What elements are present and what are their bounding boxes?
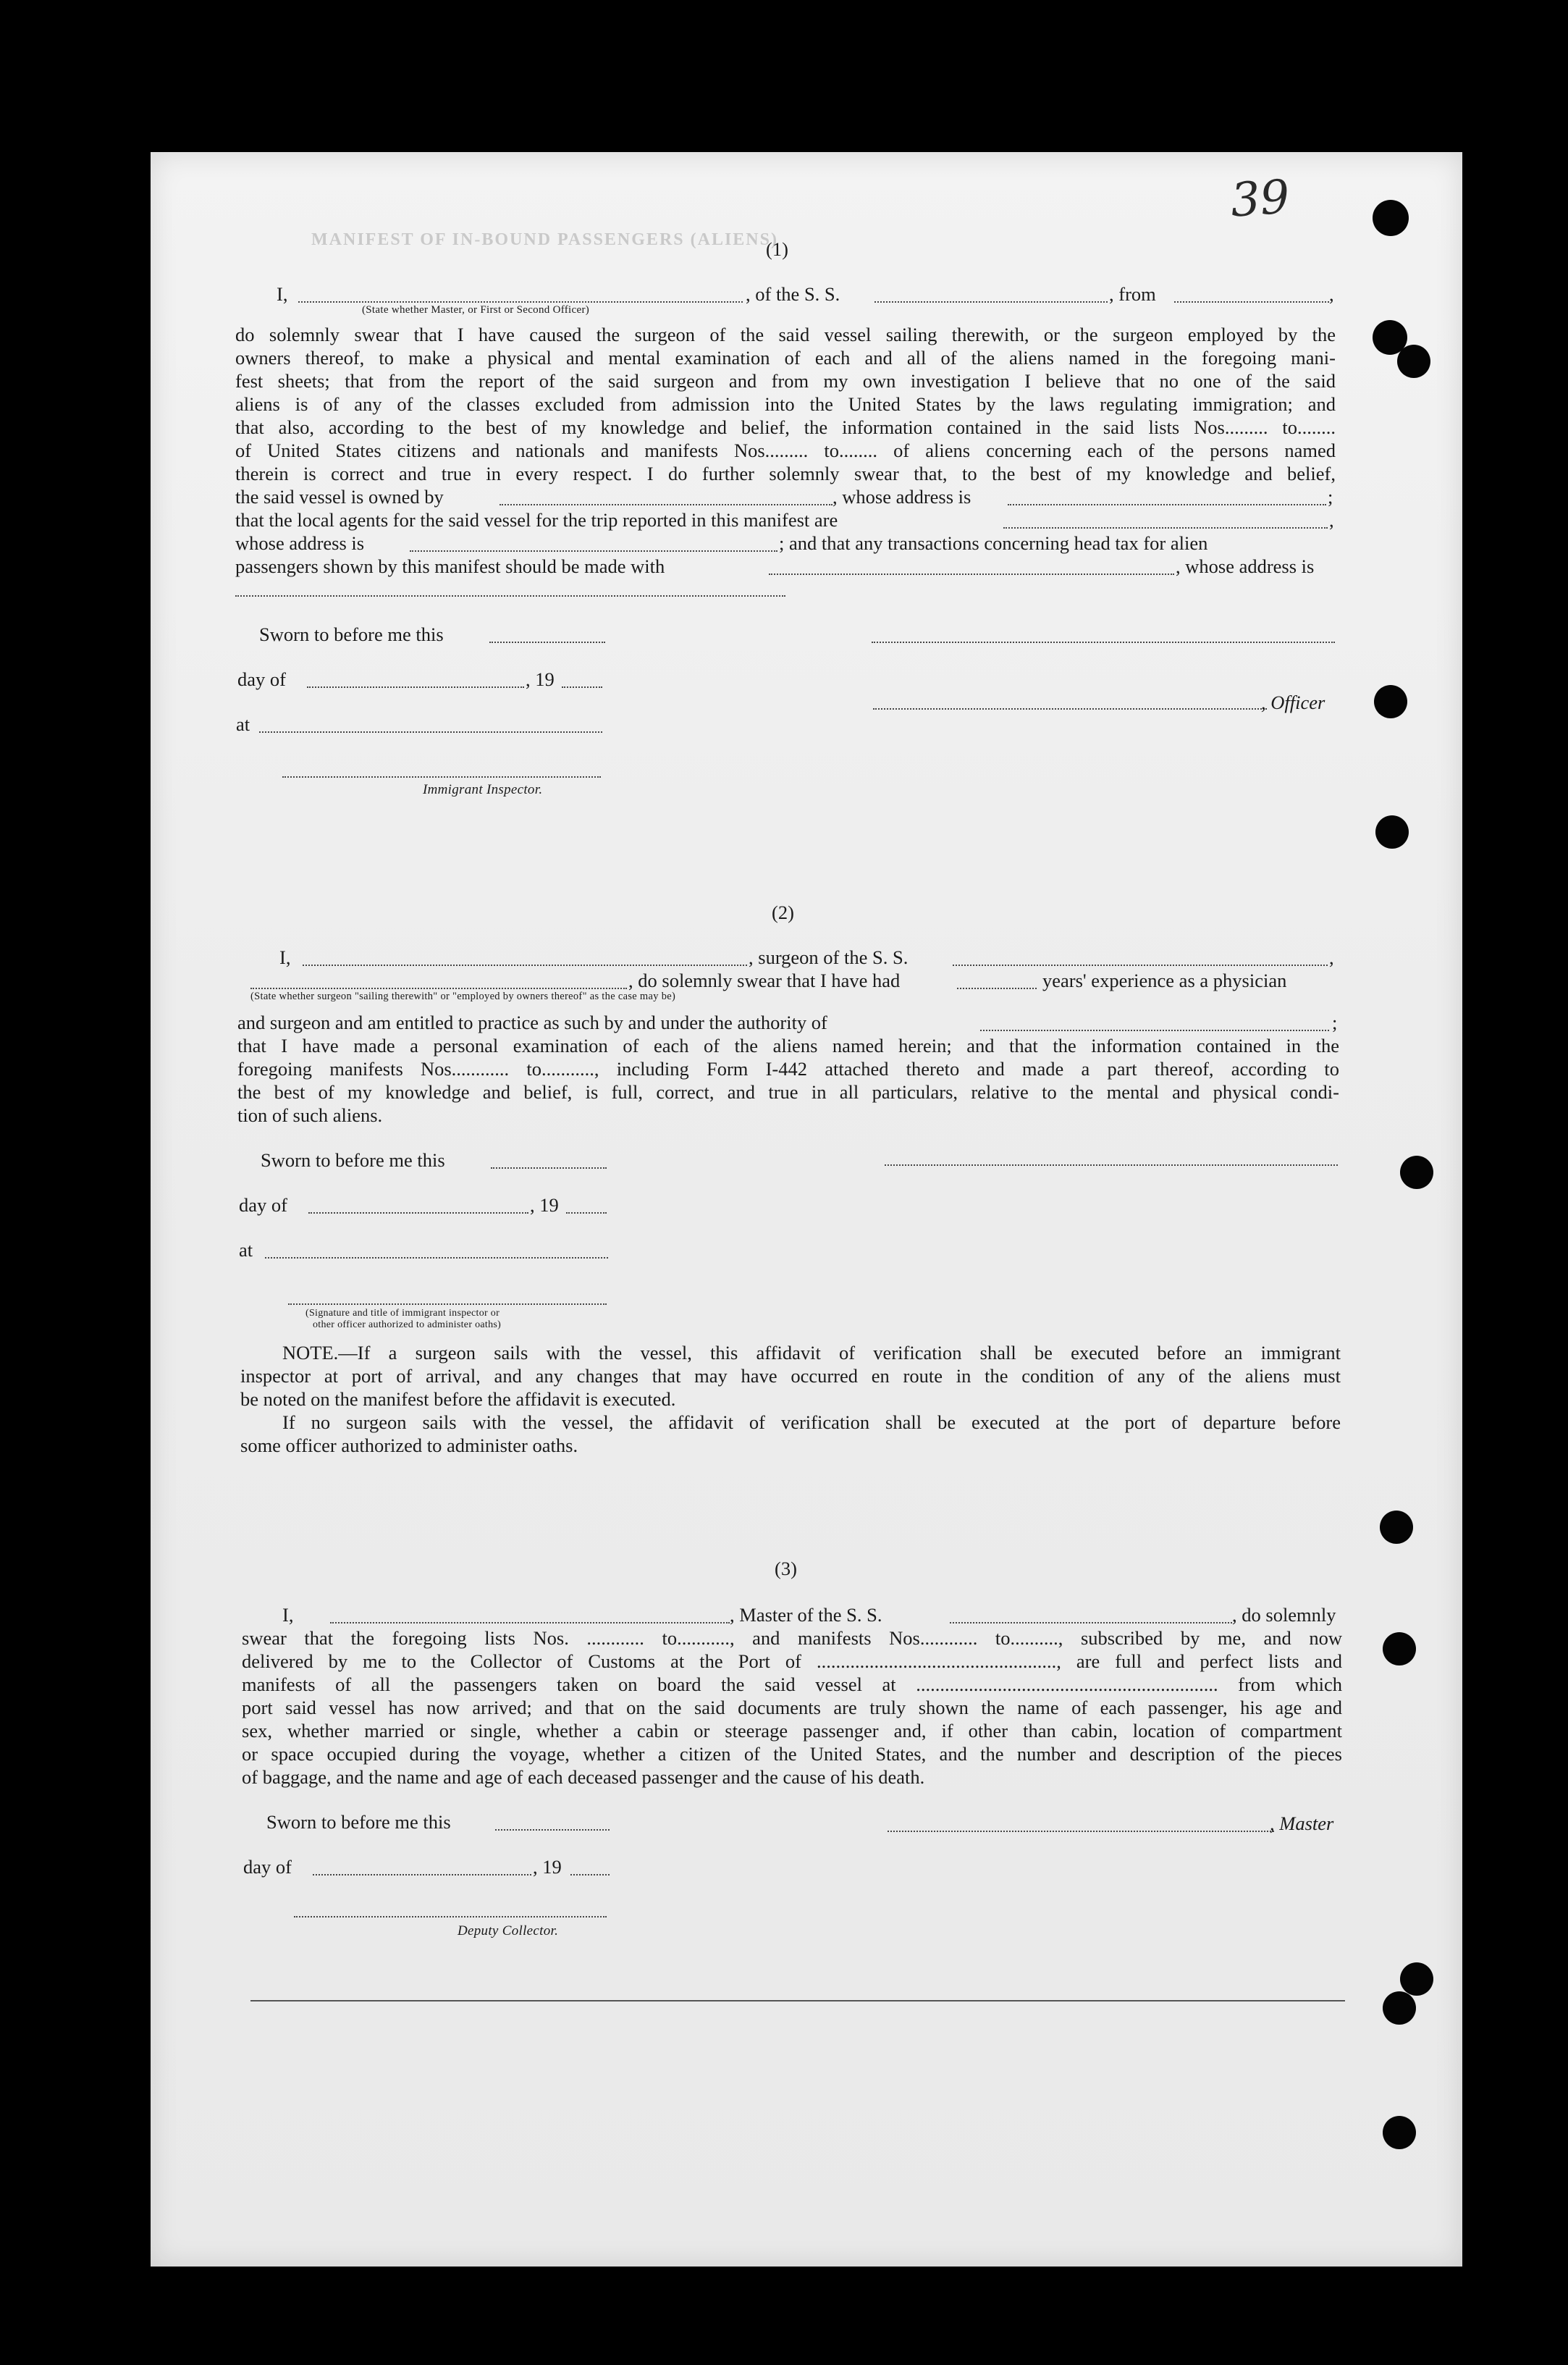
punch-hole bbox=[1383, 1991, 1416, 2025]
s1-from: , from bbox=[1109, 283, 1156, 305]
s1-sworn: Sworn to before me this bbox=[259, 623, 444, 645]
s1-line-1: owners thereof, to make a physical and mental examination of each and all of the aliens named in the foregoing mani- bbox=[235, 347, 1336, 369]
s2-note2-line: If no surgeon sails with the vessel, the affidavit of verification shall be executed at the port of departure before bbox=[282, 1411, 1341, 1433]
s2-years-field bbox=[957, 988, 1037, 989]
s2-vessel-field bbox=[953, 965, 1328, 966]
s3-line-5: or space occupied during the voyage, whether a citizen of the United States, and the number and description of the pieces bbox=[242, 1743, 1342, 1765]
s3-i: I, bbox=[282, 1604, 294, 1626]
punch-hole bbox=[1397, 345, 1430, 378]
punch-hole bbox=[1373, 200, 1409, 236]
s3-master-name-field bbox=[330, 1622, 730, 1623]
s1-inspector-label: Immigrant Inspector. bbox=[423, 782, 543, 797]
punch-hole bbox=[1380, 1511, 1413, 1544]
s3-sworn: Sworn to before me this bbox=[266, 1811, 451, 1833]
s3-year-field bbox=[570, 1874, 610, 1875]
s1-officer-label: , Officer bbox=[1261, 692, 1325, 713]
s2-signature-field bbox=[885, 1164, 1338, 1166]
s3-day-field bbox=[313, 1874, 531, 1875]
s1-officer-field bbox=[873, 708, 1267, 710]
punch-hole bbox=[1400, 1156, 1433, 1189]
s1-line-3: aliens is of any of the classes excluded from admission into the United States by the laws regulating immigration; and bbox=[235, 393, 1336, 415]
s2-year-field bbox=[566, 1212, 607, 1214]
s2-line-2: the best of my knowledge and belief, is full, correct, and true in all particulars, relative to the mental and physical condi- bbox=[237, 1081, 1339, 1103]
s2-surgeon-name-field bbox=[303, 965, 747, 966]
s1-vessel-field bbox=[874, 301, 1108, 303]
s3-do-solemnly: , do solemnly bbox=[1232, 1604, 1336, 1626]
s3-collector-label: Deputy Collector. bbox=[458, 1923, 559, 1938]
s2-at-field bbox=[265, 1257, 608, 1259]
s1-head-tax: ; and that any transactions concerning head tax for alien bbox=[779, 532, 1208, 554]
s2-inspector-field bbox=[288, 1303, 607, 1305]
s1-day-field bbox=[307, 686, 524, 688]
s2-semicolon: ; bbox=[1332, 1012, 1338, 1033]
s2-note-line-0: NOTE.—If a surgeon sails with the vessel, this affidavit of verification shall be executed before an immigrant bbox=[282, 1342, 1341, 1364]
s2-i: I, bbox=[279, 946, 291, 968]
s2-sig-note-1: (Signature and title of immigrant inspector or bbox=[305, 1308, 500, 1319]
s1-comma: , bbox=[1329, 283, 1334, 305]
s1-final-address-field bbox=[235, 595, 785, 597]
s2-day-of: day of bbox=[239, 1194, 287, 1216]
s1-rank-note: (State whether Master, or First or Second Officer) bbox=[362, 304, 590, 316]
s1-head-tax-field bbox=[769, 574, 1174, 575]
s1-i: I, bbox=[277, 283, 288, 305]
s2-day-field bbox=[308, 1212, 528, 1214]
s1-agents-address-field bbox=[410, 550, 777, 552]
s2-sworn: Sworn to before me this bbox=[261, 1149, 445, 1171]
s1-comma-2: , bbox=[1329, 509, 1334, 531]
s2-sworn-field bbox=[491, 1167, 607, 1169]
s3-day-of: day of bbox=[243, 1856, 292, 1878]
s1-at: at bbox=[236, 713, 250, 735]
s2-at: at bbox=[239, 1239, 253, 1261]
s1-semicolon: ; bbox=[1328, 486, 1333, 508]
s2-status-note: (State whether surgeon "sailing therewith" or "employed by owners thereof" as the case may be) bbox=[250, 991, 676, 1002]
s3-master-signature-field bbox=[888, 1831, 1274, 1832]
s1-owned-by: the said vessel is owned by bbox=[235, 486, 444, 508]
s2-surgeon-of: , surgeon of the S. S. bbox=[749, 946, 909, 968]
s1-whose-address: , whose address is bbox=[833, 486, 971, 508]
s3-line-3: port said vessel has now arrived; and that on the said documents are truly shown the name of each passenger, his age and bbox=[242, 1697, 1342, 1718]
page-number: 39 bbox=[1228, 170, 1291, 228]
s2-last-line: tion of such aliens. bbox=[237, 1104, 383, 1126]
section-2-number: (2) bbox=[772, 902, 794, 923]
s3-line-1: delivered by me to the Collector of Customs at the Port of .................................................., are full and perfect lists and bbox=[242, 1650, 1342, 1672]
s2-sig-note-2: other officer authorized to administer oaths) bbox=[313, 1319, 502, 1330]
s3-line-2: manifests of all the passengers taken on board the said vessel at ............................................................... from which bbox=[242, 1673, 1342, 1695]
s3-last-line: of baggage, and the name and age of each deceased passenger and the cause of his death. bbox=[242, 1766, 925, 1788]
s3-sworn-field bbox=[495, 1829, 610, 1831]
s1-line-5: of United States citizens and nationals and manifests Nos......... to........ of aliens concerning each of the persons named bbox=[235, 440, 1336, 461]
section-1-number: (1) bbox=[766, 238, 788, 260]
s1-sworn-field bbox=[489, 642, 605, 643]
s3-year: , 19 bbox=[533, 1856, 562, 1878]
s3-vessel-field bbox=[950, 1622, 1232, 1623]
s1-agents-field bbox=[1003, 527, 1328, 529]
s1-line-4: that also, according to the best of my knowledge and belief, the information contained in the said lists Nos......... to........ bbox=[235, 416, 1336, 438]
s2-authority-field bbox=[980, 1030, 1329, 1031]
s2-years: years' experience as a physician bbox=[1042, 970, 1287, 991]
s3-collector-field bbox=[294, 1916, 607, 1917]
s2-line-0: that I have made a personal examination of each of the aliens named herein; and that the information contained in the bbox=[237, 1035, 1339, 1057]
s2-line-1: foregoing manifests Nos............ to..........., including Form I-442 attached thereto and made a part thereof, according to bbox=[237, 1058, 1339, 1080]
bottom-rule bbox=[250, 2000, 1345, 2001]
s1-rank-field bbox=[298, 301, 743, 303]
s3-line-4: sex, whether married or single, whether a cabin or steerage passenger and, if other than cabin, location of compartment bbox=[242, 1720, 1342, 1742]
s1-year: , 19 bbox=[526, 668, 555, 690]
s1-inspector-field bbox=[282, 776, 601, 778]
s3-master-label: , Master bbox=[1270, 1812, 1334, 1834]
punch-hole bbox=[1383, 2116, 1416, 2149]
s2-note-line-1: inspector at port of arrival, and any changes that may have occurred en route in the condition of any of the aliens must bbox=[240, 1365, 1341, 1387]
s2-year: , 19 bbox=[530, 1194, 559, 1216]
s1-owner-address-field bbox=[1008, 504, 1326, 505]
punch-hole bbox=[1400, 1962, 1433, 1996]
punch-hole bbox=[1375, 815, 1409, 849]
s1-line-6: therein is correct and true in every respect. I do further solemnly swear that, to the best of my knowledge and belief, bbox=[235, 463, 1336, 484]
s1-whose-address-is: whose address is bbox=[235, 532, 365, 554]
punch-hole bbox=[1374, 685, 1407, 718]
s1-owner-field bbox=[500, 504, 833, 505]
s2-authority: and surgeon and am entitled to practice as such by and under the authority of bbox=[237, 1012, 827, 1033]
s2-note2-last: some officer authorized to administer oaths. bbox=[240, 1434, 578, 1456]
s1-line-0: do solemnly swear that I have caused the surgeon of the said vessel sailing therewith, or the surgeon employed by the bbox=[235, 324, 1336, 345]
s1-local-agents: that the local agents for the said vessel for the trip reported in this manifest are bbox=[235, 509, 838, 531]
s2-note-last: be noted on the manifest before the affidavit is executed. bbox=[240, 1388, 676, 1410]
s3-line-0: swear that the foregoing lists Nos. ............ to..........., and manifests Nos............ to.........., subscribed by me, and now bbox=[242, 1627, 1342, 1649]
s1-at-field bbox=[259, 731, 602, 733]
s1-signature-field bbox=[872, 642, 1335, 643]
s3-master-of: , Master of the S. S. bbox=[730, 1604, 882, 1626]
s1-year-field bbox=[562, 686, 602, 688]
punch-hole bbox=[1383, 1632, 1416, 1665]
s1-line-2: fest sheets; that from the report of the said surgeon and from my own investigation I believe that no one of the said bbox=[235, 370, 1336, 392]
s1-whose-address-end: , whose address is bbox=[1176, 555, 1315, 577]
faded-header: MANIFEST OF IN-BOUND PASSENGERS (ALIENS) bbox=[311, 230, 778, 249]
s1-from-field bbox=[1174, 301, 1329, 303]
s2-status-field bbox=[250, 988, 627, 989]
section-3-number: (3) bbox=[775, 1558, 797, 1579]
s1-day-of: day of bbox=[237, 668, 286, 690]
s1-of-ss: , of the S. S. bbox=[746, 283, 840, 305]
s1-passengers-shown: passengers shown by this manifest should be made with bbox=[235, 555, 665, 577]
s2-comma: , bbox=[1329, 946, 1334, 968]
s2-do-solemnly: , do solemnly swear that I have had bbox=[628, 970, 901, 991]
